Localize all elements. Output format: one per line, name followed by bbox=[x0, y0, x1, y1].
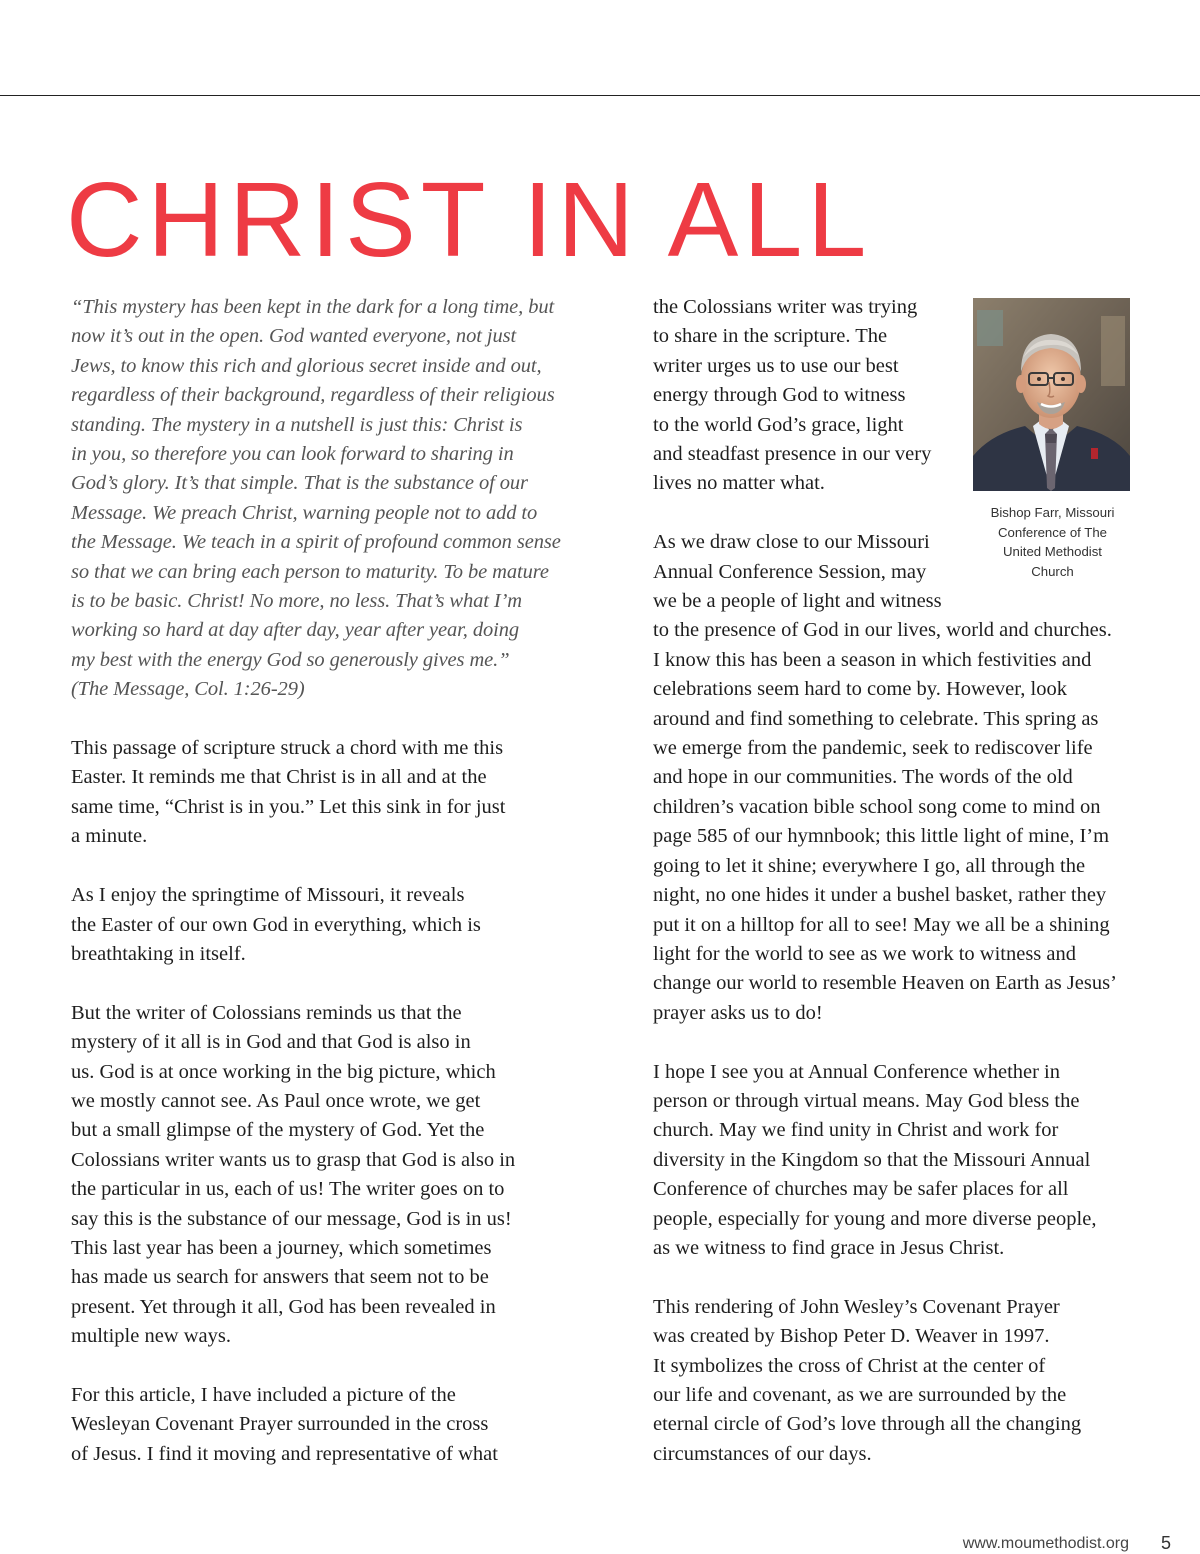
article-title: CHRIST IN ALL bbox=[66, 161, 872, 279]
footer-website-url: www.moumethodist.org bbox=[962, 1535, 1129, 1552]
text-line: person or through virtual means. May God bless the bbox=[653, 1089, 1080, 1112]
caption-line: United Methodist bbox=[1003, 544, 1102, 560]
quote-line: standing. The mystery in a nutshell is just this: Christ is bbox=[71, 413, 523, 436]
text-line: but a small glimpse of the mystery of God. Yet the bbox=[71, 1119, 485, 1142]
caption-line: Conference of The bbox=[998, 524, 1107, 540]
quote-line: working so hard at day after day, year after year, doing bbox=[71, 619, 520, 642]
text-line: the Easter of our own God in everything, which is bbox=[71, 913, 481, 936]
text-line: light for the world to see as we work to witness and bbox=[653, 942, 1077, 965]
text-line: multiple new ways. bbox=[71, 1325, 231, 1348]
text-line: around and find something to celebrate. This spring as bbox=[653, 707, 1099, 730]
text-line: us. God is at once working in the big picture, which bbox=[71, 1060, 496, 1083]
text-line: eternal circle of God’s love through all the changing bbox=[653, 1413, 1082, 1436]
text-line: celebrations seem hard to come by. However, look bbox=[653, 678, 1067, 701]
text-line: people, especially for young and more diverse people, bbox=[653, 1207, 1097, 1230]
photo-caption bbox=[975, 503, 1130, 581]
page-number: 5 bbox=[1160, 1533, 1171, 1553]
text-line: breathtaking in itself. bbox=[71, 942, 246, 965]
top-rule bbox=[0, 95, 1200, 96]
text-line: It symbolizes the cross of Christ at the center of bbox=[653, 1354, 1046, 1377]
text-line: lives no matter what. bbox=[653, 472, 825, 495]
text-line: This last year has been a journey, which sometimes bbox=[71, 1236, 492, 1259]
caption-line: Church bbox=[1031, 563, 1074, 579]
quote-line: regardless of their background, regardless of their religious bbox=[71, 384, 555, 407]
quote-line: in you, so therefore you can look forward to sharing in bbox=[71, 443, 514, 466]
text-line: was created by Bishop Peter D. Weaver in 1997. bbox=[653, 1325, 1050, 1348]
quote-line: the Message. We teach in a spirit of profound common sense bbox=[71, 531, 561, 554]
text-line: page 585 of our hymnbook; this little light of mine, I’m bbox=[653, 825, 1110, 848]
caption-line: Bishop Farr, Missouri bbox=[990, 505, 1115, 520]
text-line: Wesleyan Covenant Prayer surrounded in the cross bbox=[71, 1413, 489, 1436]
text-line: to share in the scripture. The bbox=[653, 325, 888, 348]
text-line: prayer asks us to do! bbox=[653, 1001, 823, 1024]
paragraph bbox=[71, 734, 561, 852]
text-line: Conference of churches may be safer places for all bbox=[653, 1178, 1069, 1201]
text-line: change our world to resemble Heaven on Earth as Jesus’ bbox=[653, 972, 1117, 995]
text-line: present. Yet through it all, God has been revealed in bbox=[71, 1295, 496, 1318]
text-line: children’s vacation bible school song come to mind on bbox=[653, 795, 1101, 818]
text-line: As I enjoy the springtime of Missouri, it reveals bbox=[71, 884, 465, 907]
quote-line: Jews, to know this rich and glorious secret inside and out, bbox=[71, 354, 542, 377]
quote-line: “This mystery has been kept in the dark for a long time, but bbox=[71, 296, 555, 318]
quote-line: my best with the energy God so generously gives me.” bbox=[71, 648, 510, 671]
text-line: diversity in the Kingdom so that the Missouri Annual bbox=[653, 1148, 1091, 1171]
quote-line: God’s glory. It’s that simple. That is the substance of our bbox=[71, 472, 528, 495]
text-line: we mostly cannot see. As Paul once wrote, we get bbox=[71, 1089, 481, 1112]
text-line: say this is the substance of our message, God is in us! bbox=[71, 1207, 512, 1230]
quote-line: Message. We preach Christ, warning people not to add to bbox=[71, 501, 538, 524]
text-line: to the world God’s grace, light bbox=[653, 413, 904, 436]
text-line: of Jesus. I find it moving and representative of what bbox=[71, 1442, 498, 1465]
text-line: going to let it shine; everywhere I go, all through the bbox=[653, 854, 1086, 877]
left-column bbox=[71, 293, 561, 1499]
text-line: This rendering of John Wesley’s Covenant Prayer bbox=[653, 1295, 1060, 1318]
paragraph bbox=[653, 528, 1143, 1028]
text-line: a minute. bbox=[71, 825, 148, 848]
text-line: This passage of scripture struck a chord with me this bbox=[71, 737, 504, 760]
quote-line: is to be basic. Christ! No more, no less. That’s what I’m bbox=[71, 590, 523, 613]
text-line: energy through God to witness bbox=[653, 384, 906, 407]
quote-citation: (The Message, Col. 1:26-29) bbox=[71, 678, 305, 701]
text-line: night, no one hides it under a bushel basket, rather they bbox=[653, 884, 1107, 907]
text-line: we be a people of light and witness bbox=[653, 590, 942, 613]
text-line: church. May we find unity in Christ and work for bbox=[653, 1119, 1059, 1142]
text-line: writer urges us to use our best bbox=[653, 354, 899, 377]
text-line: Annual Conference Session, may bbox=[653, 560, 927, 583]
portrait-illustration bbox=[973, 298, 1130, 491]
text-line: Colossians writer wants us to grasp that God is also in bbox=[71, 1148, 516, 1171]
text-line: circumstances of our days. bbox=[653, 1442, 872, 1465]
text-line: we emerge from the pandemic, seek to rediscover life bbox=[653, 737, 1093, 760]
text-line: and steadfast presence in our very bbox=[653, 443, 932, 466]
text-line: I hope I see you at Annual Conference whether in bbox=[653, 1060, 1061, 1083]
paragraph bbox=[653, 1058, 1143, 1264]
text-line: I know this has been a season in which festivities and bbox=[653, 648, 1092, 671]
text-line: mystery of it all is in God and that God is also in bbox=[71, 1031, 471, 1054]
quote-line: so that we can bring each person to maturity. To be mature bbox=[71, 560, 549, 583]
scripture-quote bbox=[71, 293, 561, 705]
text-line: the Colossians writer was trying bbox=[653, 296, 918, 318]
paragraph bbox=[71, 999, 561, 1352]
text-line: has made us search for answers that seem not to be bbox=[71, 1266, 489, 1289]
text-line: As we draw close to our Missouri bbox=[653, 531, 930, 554]
text-line: For this article, I have included a picture of the bbox=[71, 1383, 456, 1406]
text-line: our life and covenant, as we are surrounded by the bbox=[653, 1383, 1067, 1406]
text-line: and hope in our communities. The words of the old bbox=[653, 766, 1073, 789]
paragraph bbox=[71, 1381, 561, 1469]
text-line: as we witness to find grace in Jesus Christ. bbox=[653, 1236, 1005, 1259]
text-line: to the presence of God in our lives, world and churches. bbox=[653, 619, 1112, 642]
text-line: But the writer of Colossians reminds us that the bbox=[71, 1001, 462, 1024]
text-line: same time, “Christ is in you.” Let this sink in for just bbox=[71, 795, 506, 818]
paragraph bbox=[653, 1293, 1143, 1469]
quote-line: now it’s out in the open. God wanted everyone, not just bbox=[71, 325, 517, 348]
text-line: Easter. It reminds me that Christ is in all and at the bbox=[71, 766, 487, 789]
text-line: the particular in us, each of us! The writer goes on to bbox=[71, 1178, 505, 1201]
bishop-portrait-photo bbox=[973, 298, 1130, 491]
text-line: put it on a hilltop for all to see! May we all be a shining bbox=[653, 913, 1110, 936]
paragraph bbox=[71, 881, 561, 969]
